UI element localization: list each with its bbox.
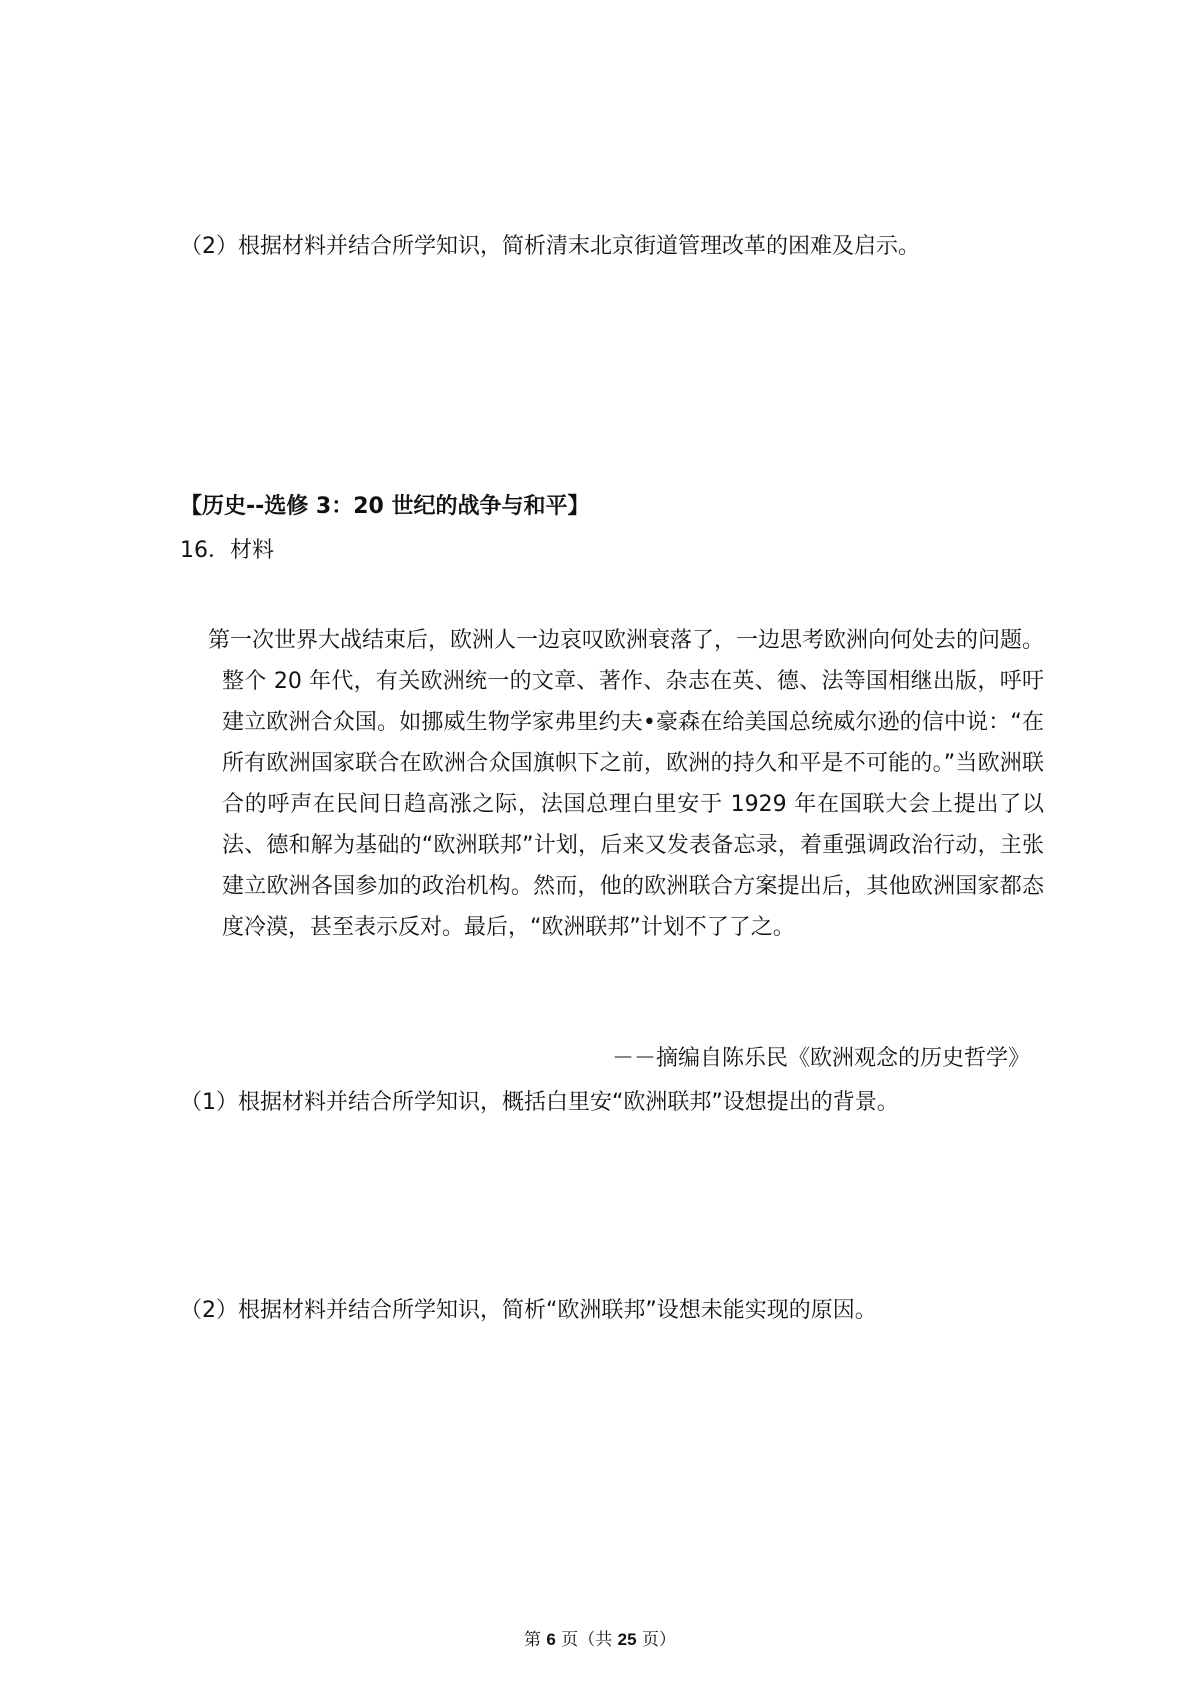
footer-prefix: 第 [523,1630,541,1650]
prev-question-sub2: （2）根据材料并结合所学知识，简析清末北京街道管理改革的困难及启示。 [180,234,920,259]
current-page-number: 6 [546,1630,556,1649]
material-source: －－摘编自陈乐民《欧洲观念的历史哲学》 [611,1046,1030,1071]
total-page-number: 25 [617,1630,637,1649]
footer-suffix: 页） [642,1630,676,1650]
question-16-sub1: （1）根据材料并结合所学知识，概括白里安“欧洲联邦”设想提出的背景。 [180,1090,899,1115]
question-16-material: 第一次世界大战结束后，欧洲人一边哀叹欧洲衰落了，一边思考欧洲向何处去的问题。整个 20 年代，有关欧洲统一的文章、著作、杂志在英、德、法等国相继出版，呼吁建立欧洲合众国。如挪威生物学家弗里约夫•豪森在给美国总统威尔逊的信中说：“在所有欧洲国家联合在欧洲合众国旗帜下之前，欧洲的持久和平是不可能的。”当欧洲联合的呼声在民间日趋高涨之际，法国总理白里安于 1929 年在国联大会上提出了以法、德和解为基础的“欧洲联邦”计划，后来又发表备忘录，着重强调政治行动，主张建立欧洲各国参加的政治机构。然而，他的欧洲联合方案提出后，其他欧洲国家都态度冷漠，甚至表示反对。最后，“欧洲联邦”计划不了了之。 [208,628,1045,940]
footer-middle: 页（共 [561,1630,613,1650]
question-16-sub2: （2）根据材料并结合所学知识，简析“欧洲联邦”设想未能实现的原因。 [180,1298,877,1323]
question-16-label: 16．材料 [180,538,274,563]
page-footer [0,1628,1200,1652]
section-header: 【历史--选修 3：20 世纪的战争与和平】 [180,494,590,519]
